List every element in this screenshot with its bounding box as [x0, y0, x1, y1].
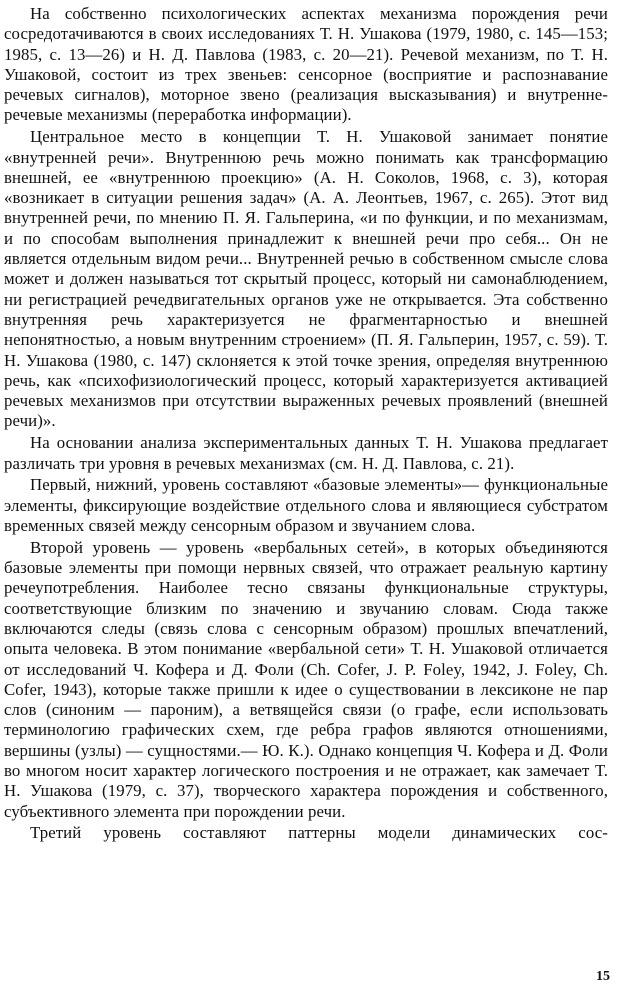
- paragraph-5: Второй уровень — уровень «вербальных сетей», в которых объединяются базовые элементы при помощи нервных связей, что отражает реальную картину речеупотребления. Наиболее тесно связаны функциональные структуры, соответствующие близким по значению и звучанию словам. Сюда также включаются следы (связь слова с сенсорным образом) прошлых впечатлений, опыта человека. В этом понимание «вербальной сети» Т. Н. Ушаковой отличается от исследований Ч. Кофера и Д. Фоли (Ch. Cofer, J. P. Foley, 1942, J. Foley, Ch. Cofer, 1943), которые также пришли к идее о существовании в лексиконе не пар слов (синоним — пароним), а ветвящейся связи (о графе, если использовать терминологию графических схем, где ребра графов являются отношениями, вершины (узлы) — сущностями.— Ю. К.). Однако концепция Ч. Кофера и Д. Фоли во многом носит характер логического построения и не отражает, как замечает Т. Н. Ушакова (1979, с. 37), творческого характера порождения и собственного, субъективного элемента при порождении речи.: [4, 537, 608, 821]
- book-page: [0, 4, 620, 993]
- paragraph-3: На основании анализа экспериментальных данных Т. Н. Ушакова предлагает различать три уровня в речевых механизмах (см. Н. Д. Павлова, с. 21).: [4, 433, 608, 473]
- paragraph-1: На собственно психологических аспектах механизма порождения речи сосредотачиваются в своих исследованиях Т. Н. Ушакова (1979, 1980, с. 145—153; 1985, с. 13—26) и Н. Д. Павлова (1983, с. 20—21). Речевой механизм, по Т. Н. Ушаковой, состоит из трех звеньев: сенсорное (восприятие и распознавание речевых сигналов), моторное звено (реализация высказывания) и внутренне-речевые механизмы (переработка информации).: [4, 4, 608, 125]
- paragraph-4: Первый, нижний, уровень составляют «базовые элементы»— функциональные элементы, фиксирующие воздействие отдельного слова и являющиеся субстратом временных связей между сенсорным образом и звучанием слова.: [4, 475, 608, 535]
- paragraph-6: Третий уровень составляют паттерны модели динамических сос-: [30, 823, 608, 843]
- page-number: 15: [596, 969, 610, 984]
- paragraph-2: Центральное место в концепции Т. Н. Ушаковой занимает понятие «внутренней речи». Внутреннюю речь можно понимать как трансформацию внешней, ее «внутреннюю проекцию» (А. Н. Соколов, 1968, с. 3), которая «возникает в ситуации решения задач» (А. А. Леонтьев, 1967, с. 265). Этот вид внутренней речи, по мнению П. Я. Гальперина, «и по функции, и по механизмам, и по способам выполнения принадлежит к внешней речи про себя... Он не является отдельным видом речи... Внутренней речью в собственном смысле слова может и должен называться тот скрытый процесс, который ни самонаблюдением, ни регистрацией речедвигательных органов уже не открывается. Эта собственно внутренняя речь характеризуется не фрагментарностью и внешней непонятностью, а новым внутренним строением» (П. Я. Гальперин, 1957, с. 59). Т. Н. Ушакова (1980, с. 147) склоняется к этой точке зрения, определяя внутреннюю речь, как «психофизиологический процесс, который характеризуется активацией речевых механизмов при отсутствии выраженных речевых проявлений (внешней речи)».: [4, 127, 608, 431]
